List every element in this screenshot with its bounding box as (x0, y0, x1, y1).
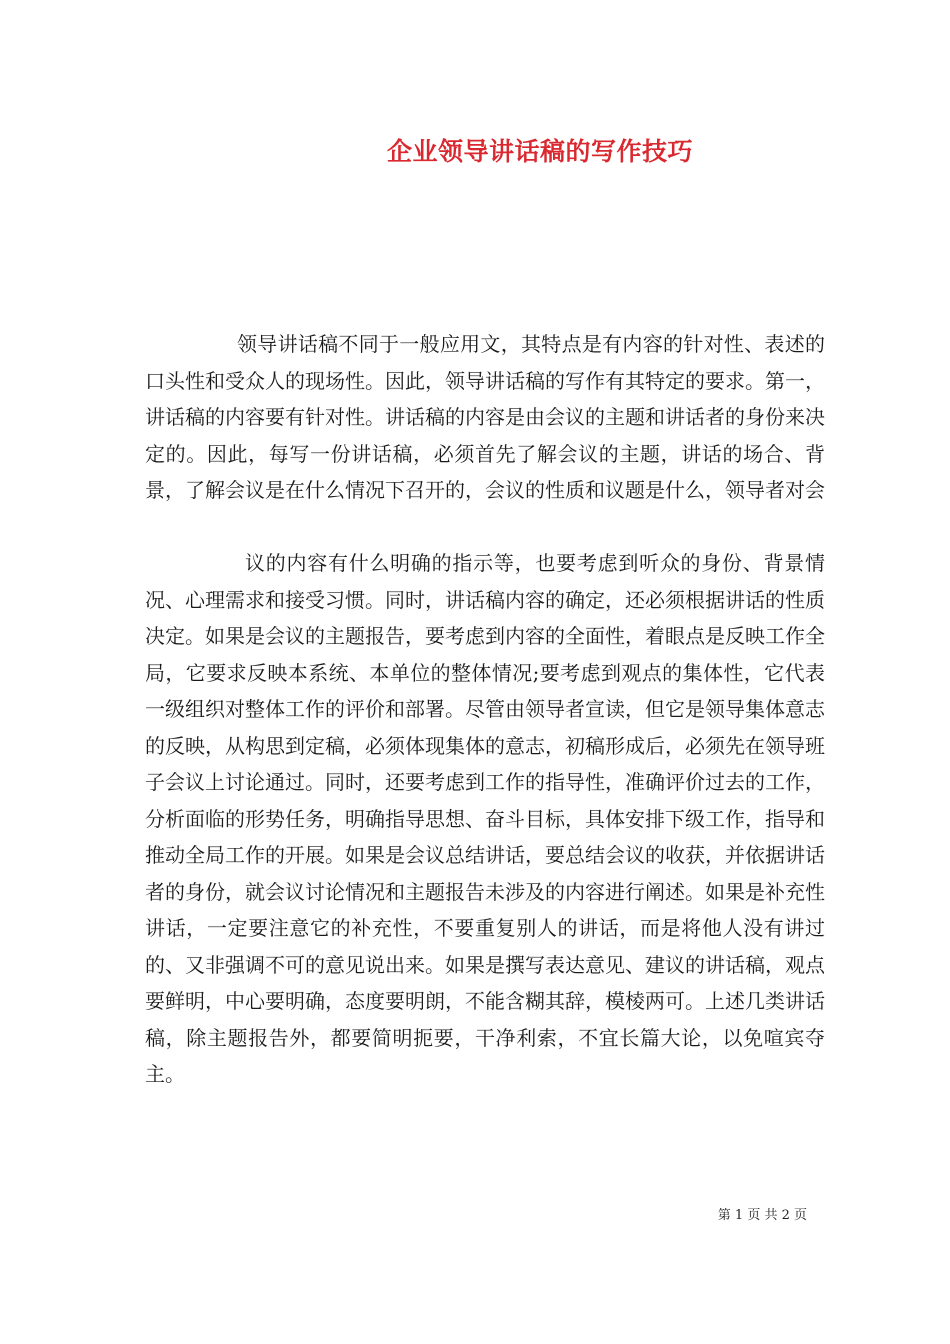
document-title: 企业领导讲话稿的写作技巧 (386, 137, 693, 166)
page-number-footer: 第 1 页 共 2 页 (717, 1208, 807, 1223)
body-paragraph-1: 领导讲话稿不同于一般应用文，其特点是有内容的针对性、表述的口头性和受众人的现场性。因此，领导讲话稿的写作有其特定的要求。第一，讲话稿的内容要有针对性。讲话稿的内容是由会议的主题和讲话者的身份来决定的。因此，每写一份讲话稿，必须首先了解会议的主题，讲话的场合、背景，了解会议是在什么情况下召开的，会议的性质和议题是什么，领导者对会 (145, 332, 825, 502)
body-paragraph-2: 议的内容有什么明确的指示等，也要考虑到听众的身份、背景情况、心理需求和接受习惯。同时，讲话稿内容的确定，还必须根据讲话的性质决定。如果是会议的主题报告，要考虑到内容的全面性，着眼点是反映工作全局，它要求反映本系统、本单位的整体情况;要考虑到观点的集体性，它代表一级组织对整体工作的评价和部署。尽管由领导者宣读，但它是领导集体意志的反映，从构思到定稿，必须体现集体的意志，初稿形成后，必须先在领导班子会议上讨论通过。同时，还要考虑到工作的指导性，准确评价过去的工作，分析面临的形势任务，明确指导思想、奋斗目标，具体安排下级工作，指导和推动全局工作的开展。如果是会议总结讲话，要总结会议的收获，并依据讲话者的身份，就会议讨论情况和主题报告未涉及的内容进行阐述。如果是补充性讲话，一定要注意它的补充性，不要重复别人的讲话，而是将他人没有讲过的、又非强调不可的意见说出来。如果是撰写表达意见、建议的讲话稿，观点要鲜明，中心要明确，态度要明朗，不能含糊其辞，模棱两可。上述几类讲话稿，除主题报告外，都要简明扼要，干净利索，不宜长篇大论，以免喧宾夺主。 (145, 551, 825, 1086)
